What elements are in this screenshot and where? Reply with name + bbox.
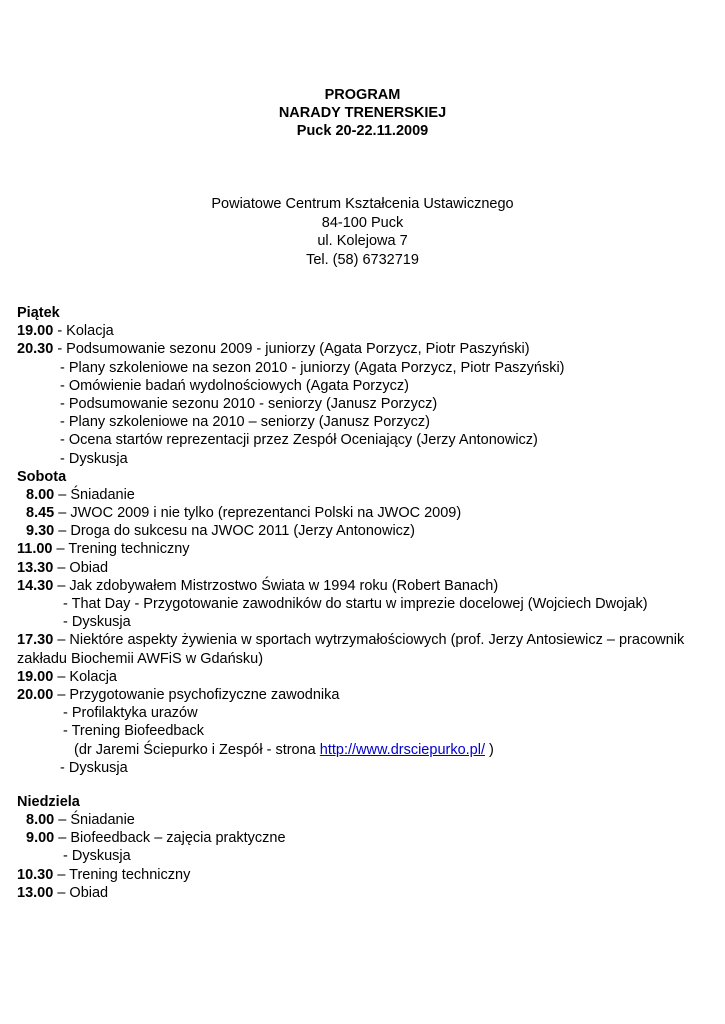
item-text: – Niektóre aspekty żywienia w sportach wytrzymałościowych (prof. Jerzy Antosiewicz – pracownik zakładu Biochemii AWFiS w Gdańsku) (17, 632, 685, 667)
agenda-subitem: - Plany szkoleniowe na 2010 – seniorzy (Janusz Porzycz) (60, 414, 430, 431)
agenda-subitem: - Omówienie badań wydolnościowych (Agata Porzycz) (60, 377, 409, 394)
item-text: – Trening techniczny (53, 866, 191, 883)
agenda-item (17, 668, 717, 686)
agenda-subitem: - Podsumowanie sezonu 2010 - seniorzy (Janusz Porzycz) (60, 395, 438, 412)
agenda (17, 304, 717, 902)
venue-address (0, 195, 725, 269)
title-program: PROGRAM (324, 87, 401, 103)
venue-phone: Tel. (58) 6732719 (306, 251, 419, 268)
title-meeting: NARADY TRENERSKIEJ (278, 105, 447, 121)
agenda-item (17, 577, 717, 595)
credit-suffix: ) (485, 741, 494, 758)
section-spacer (17, 777, 717, 793)
item-text: – Kolacja (53, 668, 117, 685)
venue-name: Powiatowe Centrum Kształcenia Ustawicznego (211, 196, 514, 212)
agenda-item (17, 811, 717, 829)
agenda-subitem: - Trening Biofeedback (63, 723, 205, 740)
item-time: 20.00 (17, 686, 54, 703)
item-text: – Obiad (53, 884, 109, 901)
document-title (0, 86, 725, 140)
item-time: 11.00 (17, 541, 53, 558)
item-text: – Jak zdobywałem Mistrzostwo Świata w 1994 roku (Robert Banach) (53, 577, 499, 594)
item-text: – Droga do sukcesu na JWOC 2011 (Jerzy Antonowicz) (54, 523, 416, 540)
day-heading-sunday: Niedziela (17, 793, 80, 810)
item-time: 8.00 (26, 486, 55, 503)
agenda-subitem: - Dyskusja (63, 848, 131, 865)
agenda-subitem: - Plany szkoleniowe na sezon 2010 - juniorzy (Agata Porzycz, Piotr Paszyński) (60, 359, 565, 376)
item-text: – JWOC 2009 i nie tylko (reprezentanci Polski na JWOC 2009) (54, 505, 462, 522)
item-time: 9.30 (26, 523, 55, 540)
day-heading-friday: Piątek (17, 305, 60, 321)
agenda-item (17, 522, 717, 540)
item-time: 8.00 (26, 812, 55, 829)
agenda-item (17, 686, 717, 704)
item-time: 19.00 (17, 323, 54, 340)
agenda-subitem: - Dyskusja (60, 450, 128, 467)
item-text: – Biofeedback – zajęcia praktyczne (54, 830, 286, 847)
item-time: 20.30 (17, 341, 54, 358)
item-time: 13.30 (17, 559, 54, 576)
agenda-subitem: - That Day - Przygotowanie zawodników do startu w imprezie docelowej (Wojciech Dwojak) (63, 596, 648, 612)
agenda-subitem: - Dyskusja (63, 614, 131, 631)
agenda-subitem: - Profilaktyka urazów (63, 705, 198, 722)
item-text: – Przygotowanie psychofizyczne zawodnika (53, 686, 340, 703)
agenda-item (17, 829, 717, 847)
item-time: 13.00 (17, 884, 54, 901)
agenda-item (17, 559, 717, 577)
item-time: 17.30 (17, 632, 54, 649)
agenda-item (17, 504, 717, 522)
venue-street: ul. Kolejowa 7 (317, 233, 408, 249)
item-time: 14.30 (17, 577, 54, 594)
agenda-item (17, 322, 717, 340)
item-text: - Kolacja (53, 323, 114, 340)
agenda-subitem: - Dyskusja (60, 759, 128, 776)
agenda-item (17, 540, 717, 558)
title-place-date: Puck 20-22.11.2009 (296, 123, 429, 139)
item-time: 8.45 (26, 505, 55, 522)
item-time: 19.00 (17, 668, 54, 685)
agenda-item (17, 866, 717, 884)
item-text: – Obiad (53, 559, 109, 576)
agenda-item (17, 884, 717, 902)
website-link[interactable]: http://www.drsciepurko.pl/ (319, 741, 485, 758)
agenda-subitem (17, 741, 717, 759)
item-text: – Śniadanie (54, 812, 135, 829)
credit-prefix: (dr Jaremi Ściepurko i Zespół - strona (74, 741, 320, 758)
item-text: – Trening techniczny (52, 541, 190, 558)
venue-postal: 84-100 Puck (321, 214, 404, 231)
item-text: - Podsumowanie sezonu 2009 - juniorzy (Agata Porzycz, Piotr Paszyński) (53, 341, 530, 358)
agenda-item (17, 486, 717, 504)
agenda-subitem: - Ocena startów reprezentacji przez Zespół Oceniający (Jerzy Antonowicz) (60, 432, 538, 449)
item-time: 10.30 (17, 866, 54, 883)
item-time: 9.00 (26, 830, 55, 847)
agenda-item (17, 631, 717, 667)
item-text: – Śniadanie (54, 486, 135, 503)
agenda-item (17, 340, 717, 358)
day-heading-saturday: Sobota (17, 468, 67, 485)
